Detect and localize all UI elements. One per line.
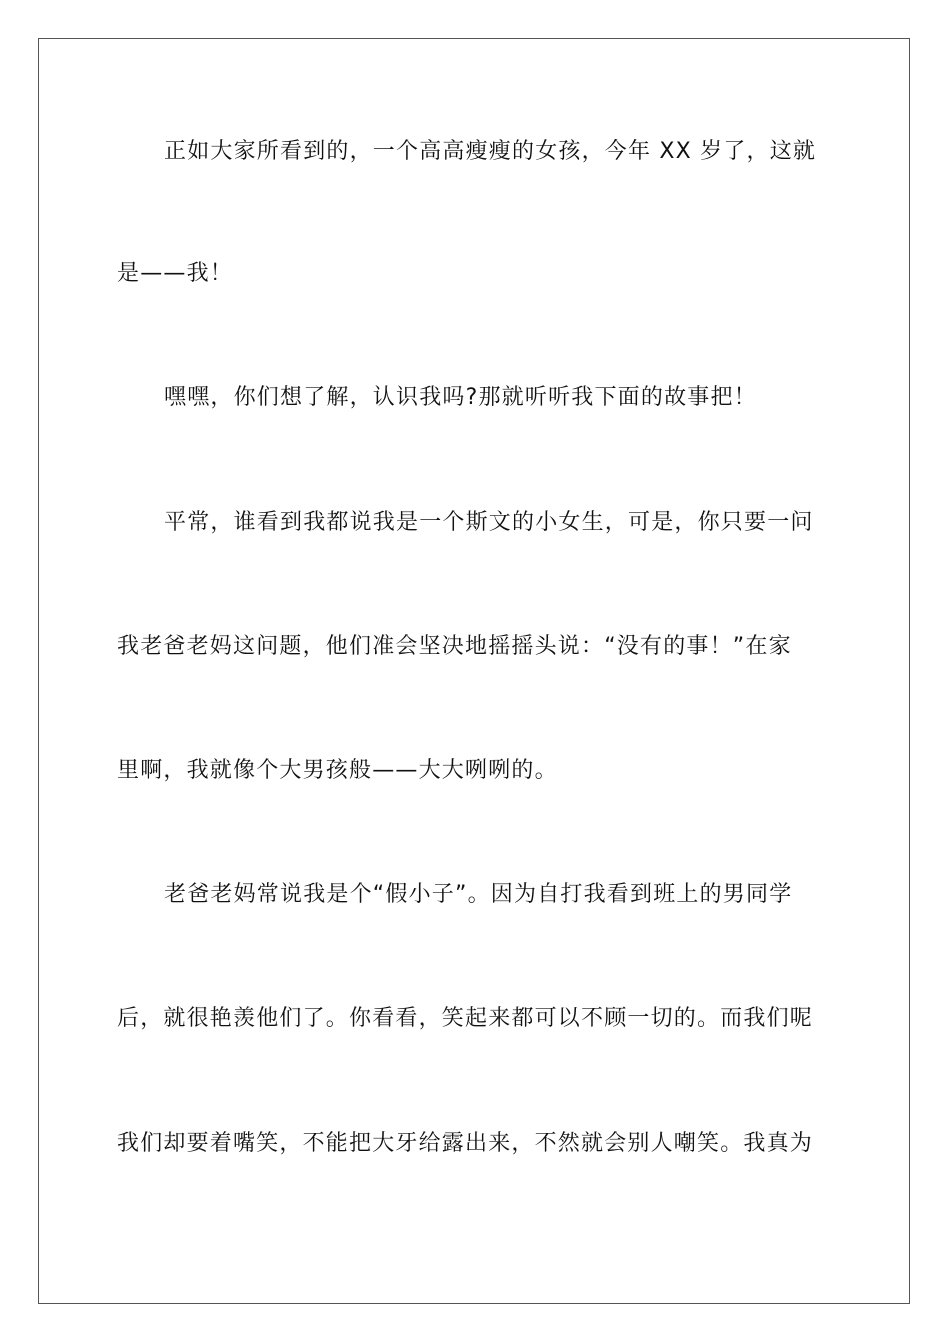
paragraph-4-line-1: 老爸老妈常说我是个“假小子”。因为自打我看到班上的男同学 (164, 882, 793, 907)
paragraph-1-line-2: 是——我！ (117, 261, 234, 286)
paragraph-3-line-2: 我老爸老妈这问题，他们准会坚决地摇摇头说：“没有的事！”在家 (117, 634, 792, 659)
paragraph-2-line-1: 嘿嘿，你们想了解，认识我吗?那就听听我下面的故事把！ (164, 385, 757, 410)
page-border (38, 38, 910, 1304)
paragraph-4-line-2: 后，就很艳羡他们了。你看看，笑起来都可以不顾一切的。而我们呢 (117, 1006, 814, 1031)
paragraph-1-line-1: 正如大家所看到的，一个高高瘦瘦的女孩，今年 XX 岁了，这就 (164, 139, 817, 164)
paragraph-4-line-3: 我们却要着嘴笑，不能把大牙给露出来，不然就会别人嘲笑。我真为 (117, 1131, 814, 1156)
paragraph-3-line-1: 平常，谁看到我都说我是一个斯文的小女生，可是，你只要一问 (164, 510, 814, 535)
paragraph-3-line-3: 里啊，我就像个大男孩般——大大咧咧的。 (117, 758, 558, 783)
